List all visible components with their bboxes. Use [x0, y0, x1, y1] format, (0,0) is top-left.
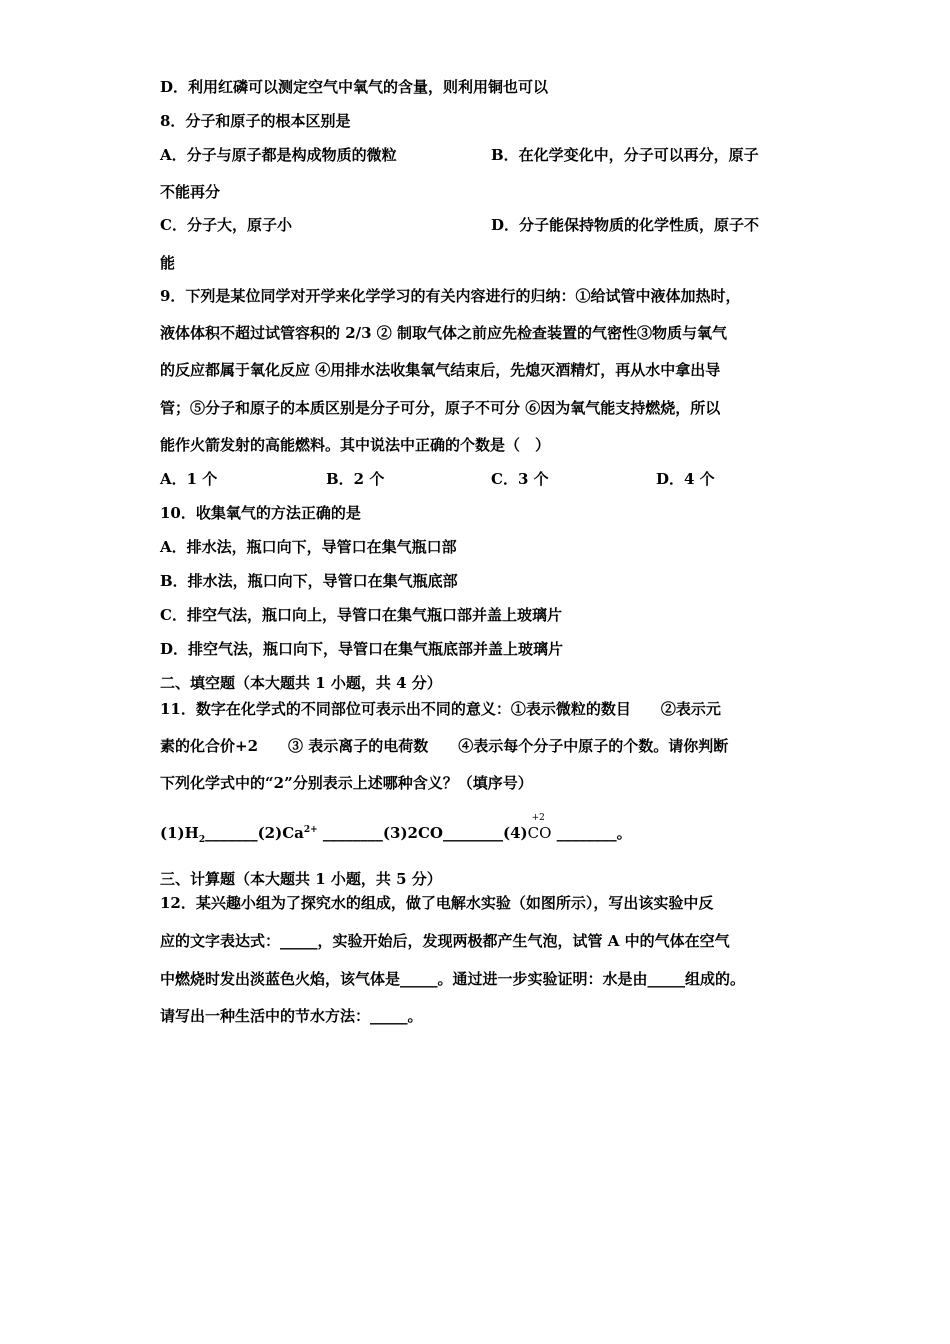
q11-blank-2[interactable]: ________ — [322, 824, 383, 842]
q9-option-b: B．2 个 — [326, 470, 385, 488]
q8-option-b: B．在化学变化中，分子可以再分，原子 — [491, 146, 759, 164]
q12-line: 中燃烧时发出淡蓝色火焰，该气体是_____。通过进一步实验证明：水是由_____组成的。 — [160, 970, 746, 988]
q12-line: 请写出一种生活中的节水方法：_____。 — [160, 1007, 423, 1025]
q9-option-a: A．1 个 — [160, 470, 218, 488]
q11-formula-4: (4) +2 CO — [503, 824, 551, 842]
q11-line: 11．数字在化学式的不同部位可表示出不同的意义：①表示微粒的数目 ②表示元 — [160, 700, 721, 718]
q11-blank-4[interactable]: ________ — [556, 824, 617, 842]
q10-option-c: C．排空气法，瓶口向上，导管口在集气瓶口部并盖上玻璃片 — [160, 606, 562, 624]
q11-formula-4-co: +2 CO — [528, 823, 552, 843]
q11-formula-2: $(2)Ca^{2+}$ — [257, 824, 318, 842]
q8-stem: 8．分子和原子的根本区别是 — [160, 112, 351, 130]
q8-option-a: A．分子与原子都是构成物质的微粒 — [160, 146, 397, 164]
q9-option-d: D．4 个 — [656, 470, 715, 488]
q11-formula-4-charge: +2 — [531, 813, 545, 823]
q9-line: 能作火箭发射的高能燃料。其中说法中正确的个数是（ ） — [160, 436, 551, 454]
section-3-title: 三、计算题（本大题共 1 小题，共 5 分） — [160, 870, 442, 888]
q11-end: 。 — [616, 824, 632, 842]
q11-line: 下列化学式中的“2”分别表示上述哪种含义？（填序号） — [160, 774, 533, 792]
q10-option-d: D．排空气法，瓶口向下，导管口在集气瓶底部并盖上玻璃片 — [160, 640, 564, 658]
q8-option-d-cont: 能 — [160, 254, 176, 272]
q11-formula-1: $(1)H_2$ — [160, 824, 206, 845]
q10-option-a: A．排水法，瓶口向下，导管口在集气瓶口部 — [160, 538, 457, 556]
q10-stem: 10．收集氧气的方法正确的是 — [160, 504, 361, 522]
q11-formula-3: (3)2CO — [382, 824, 443, 842]
q11-blank-1[interactable]: _______ — [205, 824, 258, 842]
q9-line: 液体体积不超过试管容积的 2/3 ② 制取气体之前应先检查装置的气密性③物质与氧气 — [160, 324, 728, 342]
q12-line: 12．某兴趣小组为了探究水的组成，做了电解水实验（如图所示），写出该实验中反 — [160, 894, 714, 912]
q11-line: 素的化合价+2 ③ 表示离子的电荷数 ④表示每个分子中原子的个数。请你判断 — [160, 737, 729, 755]
q11-formula-line — [160, 813, 632, 850]
q8-option-c: C．分子大，原子小 — [160, 216, 292, 234]
q8-option-b-cont: 不能再分 — [160, 183, 221, 201]
q12-line: 应的文字表达式：_____，实验开始后，发现两极都产生气泡，试管 A 中的气体在空气 — [160, 932, 730, 950]
q9-option-c: C．3 个 — [491, 470, 549, 488]
q7-option-d: D．利用红磷可以测定空气中氧气的含量，则利用铜也可以 — [160, 78, 549, 96]
q8-option-d: D．分子能保持物质的化学性质，原子不 — [491, 216, 760, 234]
q9-line: 管；⑤分子和原子的本质区别是分子可分，原子不可分 ⑥因为氧气能支持燃烧，所以 — [160, 399, 721, 417]
q9-line: 的反应都属于氧化反应 ④用排水法收集氧气结束后，先熄灭酒精灯，再从水中拿出导 — [160, 361, 721, 379]
q9-line: 9．下列是某位同学对开学来化学学习的有关内容进行的归纳：①给试管中液体加热时， — [160, 287, 741, 305]
q11-blank-3[interactable]: ________ — [443, 824, 503, 842]
q10-option-b: B．排水法，瓶口向下，导管口在集气瓶底部 — [160, 572, 458, 590]
section-2-title: 二、填空题（本大题共 1 小题，共 4 分） — [160, 674, 442, 692]
